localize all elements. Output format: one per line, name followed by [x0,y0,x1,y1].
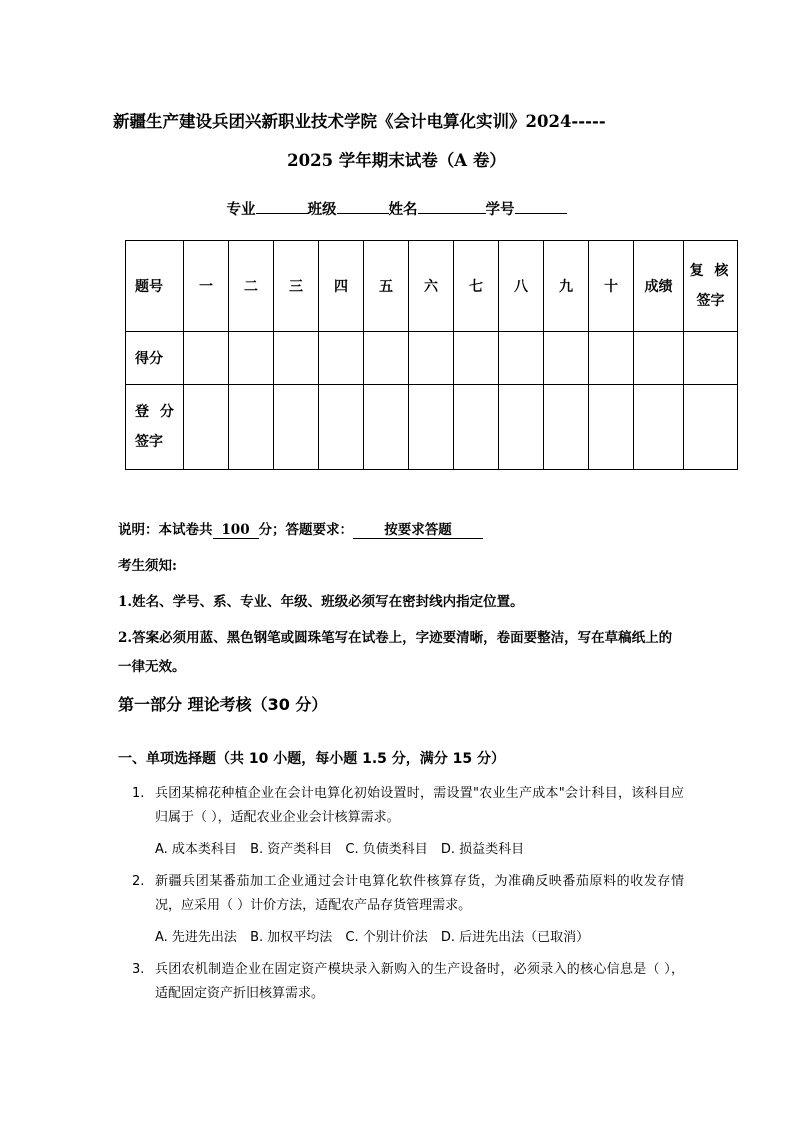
question-item [132,782,684,862]
option-c[interactable]: C. 负债类科目 [345,842,428,857]
sign-cell-2[interactable] [229,385,274,470]
table-row-score [126,332,738,385]
class-label: 班级 [307,201,337,218]
name-label: 姓名 [388,201,418,218]
page-title-line-1: 新疆生产建设兵团兴新职业技术学院《会计电算化实训》2024----- [113,112,606,131]
question-text: 兵团农机制造企业在固定资产模块录入新购入的生产设备时，必须录入的核心信息是（ ），适配固定资产折旧核算需求。 [155,962,684,1001]
row-label-sign [126,385,184,470]
header-cell-6: 六 [409,241,454,332]
question-number: 1. [132,786,145,801]
student-id-label: 学号 [485,201,515,218]
header-cell-10: 十 [589,241,634,332]
page-title-line-2: 2025 学年期末试卷（A 卷） [287,151,506,170]
score-cell-total[interactable] [634,332,684,385]
score-cell-check-sign[interactable] [684,332,738,385]
question-text: 新疆兵团某番茄加工企业通过会计电算化软件核算存货，为准确反映番茄原料的收发存情况，应采用（ ）计价方法，适配农产品存货管理需求。 [155,874,684,913]
score-table [125,240,738,470]
header-cell-4: 四 [319,241,364,332]
score-cell-10[interactable] [589,332,634,385]
score-cell-3[interactable] [274,332,319,385]
sign-cell-3[interactable] [274,385,319,470]
option-d[interactable]: D. 后进先出法（已取消） [440,930,590,945]
option-b[interactable]: B. 加权平均法 [250,930,333,945]
question-number: 2. [132,874,145,889]
sign-cell-1[interactable] [184,385,229,470]
note-middle: 分；答题要求： [258,522,353,538]
score-cell-1[interactable] [184,332,229,385]
exam-note-line [118,518,483,539]
score-cell-9[interactable] [544,332,589,385]
major-label: 专业 [226,201,256,218]
notice-item-2: 2.答案必须用蓝、黑色钢笔或圆珠笔写在试卷上，字迹要清晰，卷面要整洁，写在草稿纸上的一律无效。 [118,630,673,675]
sign-cell-10[interactable] [589,385,634,470]
question-item [132,870,684,950]
header-cell-1: 一 [184,241,229,332]
header-cell-total: 成绩 [634,241,684,332]
option-d[interactable]: D. 损益类科目 [440,842,525,857]
section-heading: 一、单项选择题（共 10 小题，每小题 1.5 分，满分 15 分） [118,751,506,767]
question-text: 兵团某棉花种植企业在会计电算化初始设置时，需设置"农业生产成本"会计科目，该科目应归属于（ ），适配农业企业会计核算需求。 [155,786,684,825]
note-prefix: 说明：本试卷共 [118,522,213,538]
check-sign-line-2: 签字 [696,293,725,309]
header-cell-3: 三 [274,241,319,332]
question-item [132,958,684,1006]
note-requirement: 按要求答题 [353,518,483,539]
name-blank[interactable] [418,198,486,214]
question-options [155,838,684,862]
score-cell-7[interactable] [454,332,499,385]
question-body [132,870,684,918]
question-body [132,782,684,830]
option-a[interactable]: A. 成本类科目 [155,842,237,857]
table-row-sign [126,385,738,470]
candidate-notice [118,552,680,682]
notice-heading: 考生须知: [118,558,177,574]
score-cell-5[interactable] [364,332,409,385]
row-label-sign-line-1: 登 分 [135,404,177,420]
major-blank[interactable] [256,198,308,214]
option-b[interactable]: B. 资产类科目 [250,842,333,857]
score-cell-6[interactable] [409,332,454,385]
header-cell-2: 二 [229,241,274,332]
notice-item-1: 1.姓名、学号、系、专业、年级、班级必须写在密封线内指定位置。 [118,594,524,610]
table-row-header [126,241,738,332]
student-info-line [113,198,680,219]
header-cell-0: 题号 [126,241,184,332]
class-blank[interactable] [337,198,389,214]
question-number: 3. [132,962,145,977]
row-label-score: 得分 [126,332,184,385]
header-cell-check-sign [684,241,738,332]
sign-cell-9[interactable] [544,385,589,470]
option-c[interactable]: C. 个别计价法 [345,930,428,945]
header-cell-7: 七 [454,241,499,332]
question-options [155,926,684,950]
student-id-blank[interactable] [515,198,567,214]
score-cell-4[interactable] [319,332,364,385]
sign-cell-7[interactable] [454,385,499,470]
score-cell-8[interactable] [499,332,544,385]
sign-cell-5[interactable] [364,385,409,470]
sign-cell-8[interactable] [499,385,544,470]
sign-cell-6[interactable] [409,385,454,470]
sign-cell-total[interactable] [634,385,684,470]
note-total-score: 100 [213,522,259,539]
row-label-sign-line-2: 签字 [135,434,163,450]
sign-cell-4[interactable] [319,385,364,470]
score-cell-2[interactable] [229,332,274,385]
question-body [132,958,684,1006]
check-sign-line-1: 复 核 [689,263,732,279]
header-cell-9: 九 [544,241,589,332]
part-heading: 第一部分 理论考核（30 分） [118,695,328,714]
sign-cell-check-sign[interactable] [684,385,738,470]
header-cell-5: 五 [364,241,409,332]
page-title [113,102,680,180]
header-cell-8: 八 [499,241,544,332]
question-list [132,782,684,1014]
option-a[interactable]: A. 先进先出法 [155,930,237,945]
